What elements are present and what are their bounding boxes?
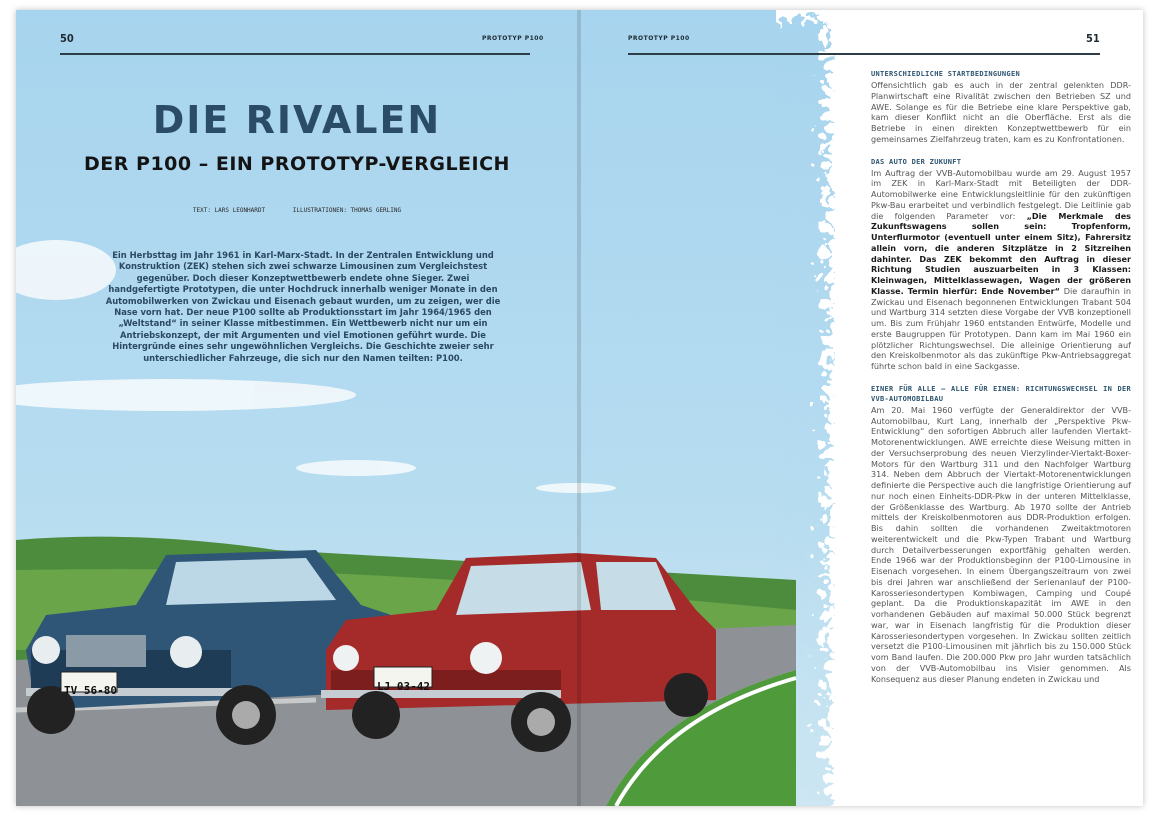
running-head-right: PROTOTYP P100 — [628, 35, 690, 42]
quote-bold: „Die Merkmale des Zukunftswagens sollen sein: Tropfenform, Unterflurmotor (eventuell unter einem Sitz), Fahrersitz allein vorn, die anderen Sitzplätze in 2 Sitzreihen dahinter. Das ZEK bekommt den Auftrag in dieser Richtung Studien auszuarbeiten in 3 Klassen: Kleinwagen, Mittelklassewagen, Wagen der größeren Klasse. Termin hierfür: Ende November“ — [871, 210, 1131, 296]
section-text — [871, 168, 1131, 372]
header-rule-left — [60, 53, 530, 55]
section-text: Am 20. Mai 1960 verfügte der Generaldirektor der VVB-Automobilbau, Kurt Lang, innerhalb der „Perspektive Pkw-Entwicklung“ den sofortigen Abbruch aller laufenden Viertakt-Motorenentwicklungen. AWE erreichte diese Weisung mitten in der Versuchserprobung des neuen Vierzylinder-Viertakt-Boxer-Motors für den Wartburg 311 und den Nachfolger Wartburg 314. Neben dem Abbruch der Viertakt-Motorenentwicklungen definierte die Perspective auch die langfristige Orientierung auf nur noch einen Einheits-DDR-Pkw in der unteren Mittelklasse, der Größenklasse des Wartburg. Ab 1970 sollte der Antrieb mittels der Kreiskolbenmotoren aus DDR-Produktion erfolgen. Bis dahin sollten die vorhandenen Zweitaktmotoren weiterentwickelt und die Pkw-Typen Trabant und Wartburg durch Detailverbesserungen exportfähig gehalten werden. Ende 1966 war der Produktionsbeginn der P100-Limousine in Eisenach vorgesehen. In einem Übergangszeitraum von zwei bis drei Jahren war anschließend der Serienanlauf der P100-Karosseriesondertypen Kombiwagen, Camping und Coupé geplant. Da die Produktionskapazität im AWE in den vorhandenen Gebäuden auf maximal 50.000 Stück begrenzt war, war in Eisenach langfristig für die Produktion dieser Karosseriesondertypen vorgesehen. In Zwickau sollten zeitlich versetzt die P100-Limousinen mit jährlich bis zu 150.000 Stück vom Band laufen. Die 200.000 Pkw pro Jahr wurden tatsächlich von der VVB-Automobilbau ins Visier genommen. Als Konsequenz aus dieser Planung endeten in Zwickau und — [871, 404, 1131, 684]
blue-car-plate: TV 56-80 — [64, 684, 117, 697]
article-subtitle: DER P100 – EIN PROTOTYP-VERGLEICH — [84, 153, 510, 175]
page-number-left: 50 — [60, 32, 74, 45]
text-run: Im Auftrag der VVB-Automobilbau wurde am 29. August 1957 im ZEK in Karl-Marx-Stadt mit Beteiligten der DDR-Automobilwerke eine Entwicklungsleitlinie für den zukünftigen Pkw-Bau erarbeitet und verbindlich festgelegt. Die Leitlinie gab die folgenden Parameter vor: — [871, 167, 1131, 221]
header-rule-right — [628, 53, 1100, 55]
article-title: DIE RIVALEN — [152, 98, 442, 142]
page-number-right: 51 — [1086, 32, 1100, 45]
intro-paragraph: Ein Herbsttag im Jahr 1961 in Karl-Marx-Stadt. In der Zentralen Entwicklung und Konstruktion (ZEK) stehen sich zwei schwarze Limousinen zum Vergleichstest gegenüber. Doch dieser Konzeptwettbewerb endete ohne Sieger. Zwei handgefertigte Prototypen, die unter Hochdruck innerhalb weniger Monate in den Automobilwerken von Zwickau und Eisenach gebaut wurden, um zu zeigen, wer die Nase vorn hat. Der neue P100 sollte ab Produktionsstart im Jahr 1964/1965 den „Weltstand“ in seiner Klasse mitbestimmen. Ein Wettbewerb nicht nur um ein Antriebskonzept, der mit Argumenten und viel Emotionen geführt wurde. Die Hintergründe eines sehr ungewöhnlichen Vergleichs. Die Geschichte zweier sehr unterschiedlicher Fahrzeuge, die sich nur den Namen teilten: P100. — [105, 250, 501, 363]
magazine-spread — [16, 10, 1143, 806]
article-column — [871, 69, 1131, 696]
section-heading: EINER FÜR ALLE – ALLE FÜR EINEN: RICHTUNGSWECHSEL IN DER VVB-AUTOMOBILBAU — [871, 384, 1131, 403]
section-text: Offensichtlich gab es auch in der zentral gelenkten DDR-Planwirtschaft eine Rivalität zwischen den Betrieben SZ und AWE. Solange es für die Betriebe eine klare Perspektive gab, kam dieser Konflikt nicht an die Oberfläche. Erst als die Betriebe in einen direkten Konzeptwettbewerb für ein gemeinsames Zielfahrzeug traten, kam es zu Konfrontationen. — [871, 80, 1131, 144]
illustrator-credit: ILLUSTRATIONEN: THOMAS GERLING — [292, 207, 402, 214]
section-heading: DAS AUTO DER ZUKUNFT — [871, 157, 962, 166]
red-car-plate: LJ 03-42 — [377, 680, 430, 693]
section-heading: UNTERSCHIEDLICHE STARTBEDINGUNGEN — [871, 70, 1020, 78]
running-head-left: PROTOTYP P100 — [482, 35, 544, 42]
credits — [16, 207, 578, 214]
author-credit: TEXT: LARS LEONHARDT — [192, 207, 266, 214]
text-run: Die daraufhin in Zwickau und Eisenach begonnenen Entwicklungen Trabant 504 und Wartburg 314 setzten diese Vorgabe der VVB konzeptionell um. Bis zum Frühjahr 1960 entstanden Entwürfe, Modelle und erste Baugruppen für Prototypen. Dann kam im Mai 1960 ein plötzlicher Richtungswechsel. Die alleinige Orientierung auf den Kreiskolbenmotor als das zukünftige Pkw-Antriebsaggregat führte schon bald in eine Sackgasse. — [871, 285, 1131, 371]
